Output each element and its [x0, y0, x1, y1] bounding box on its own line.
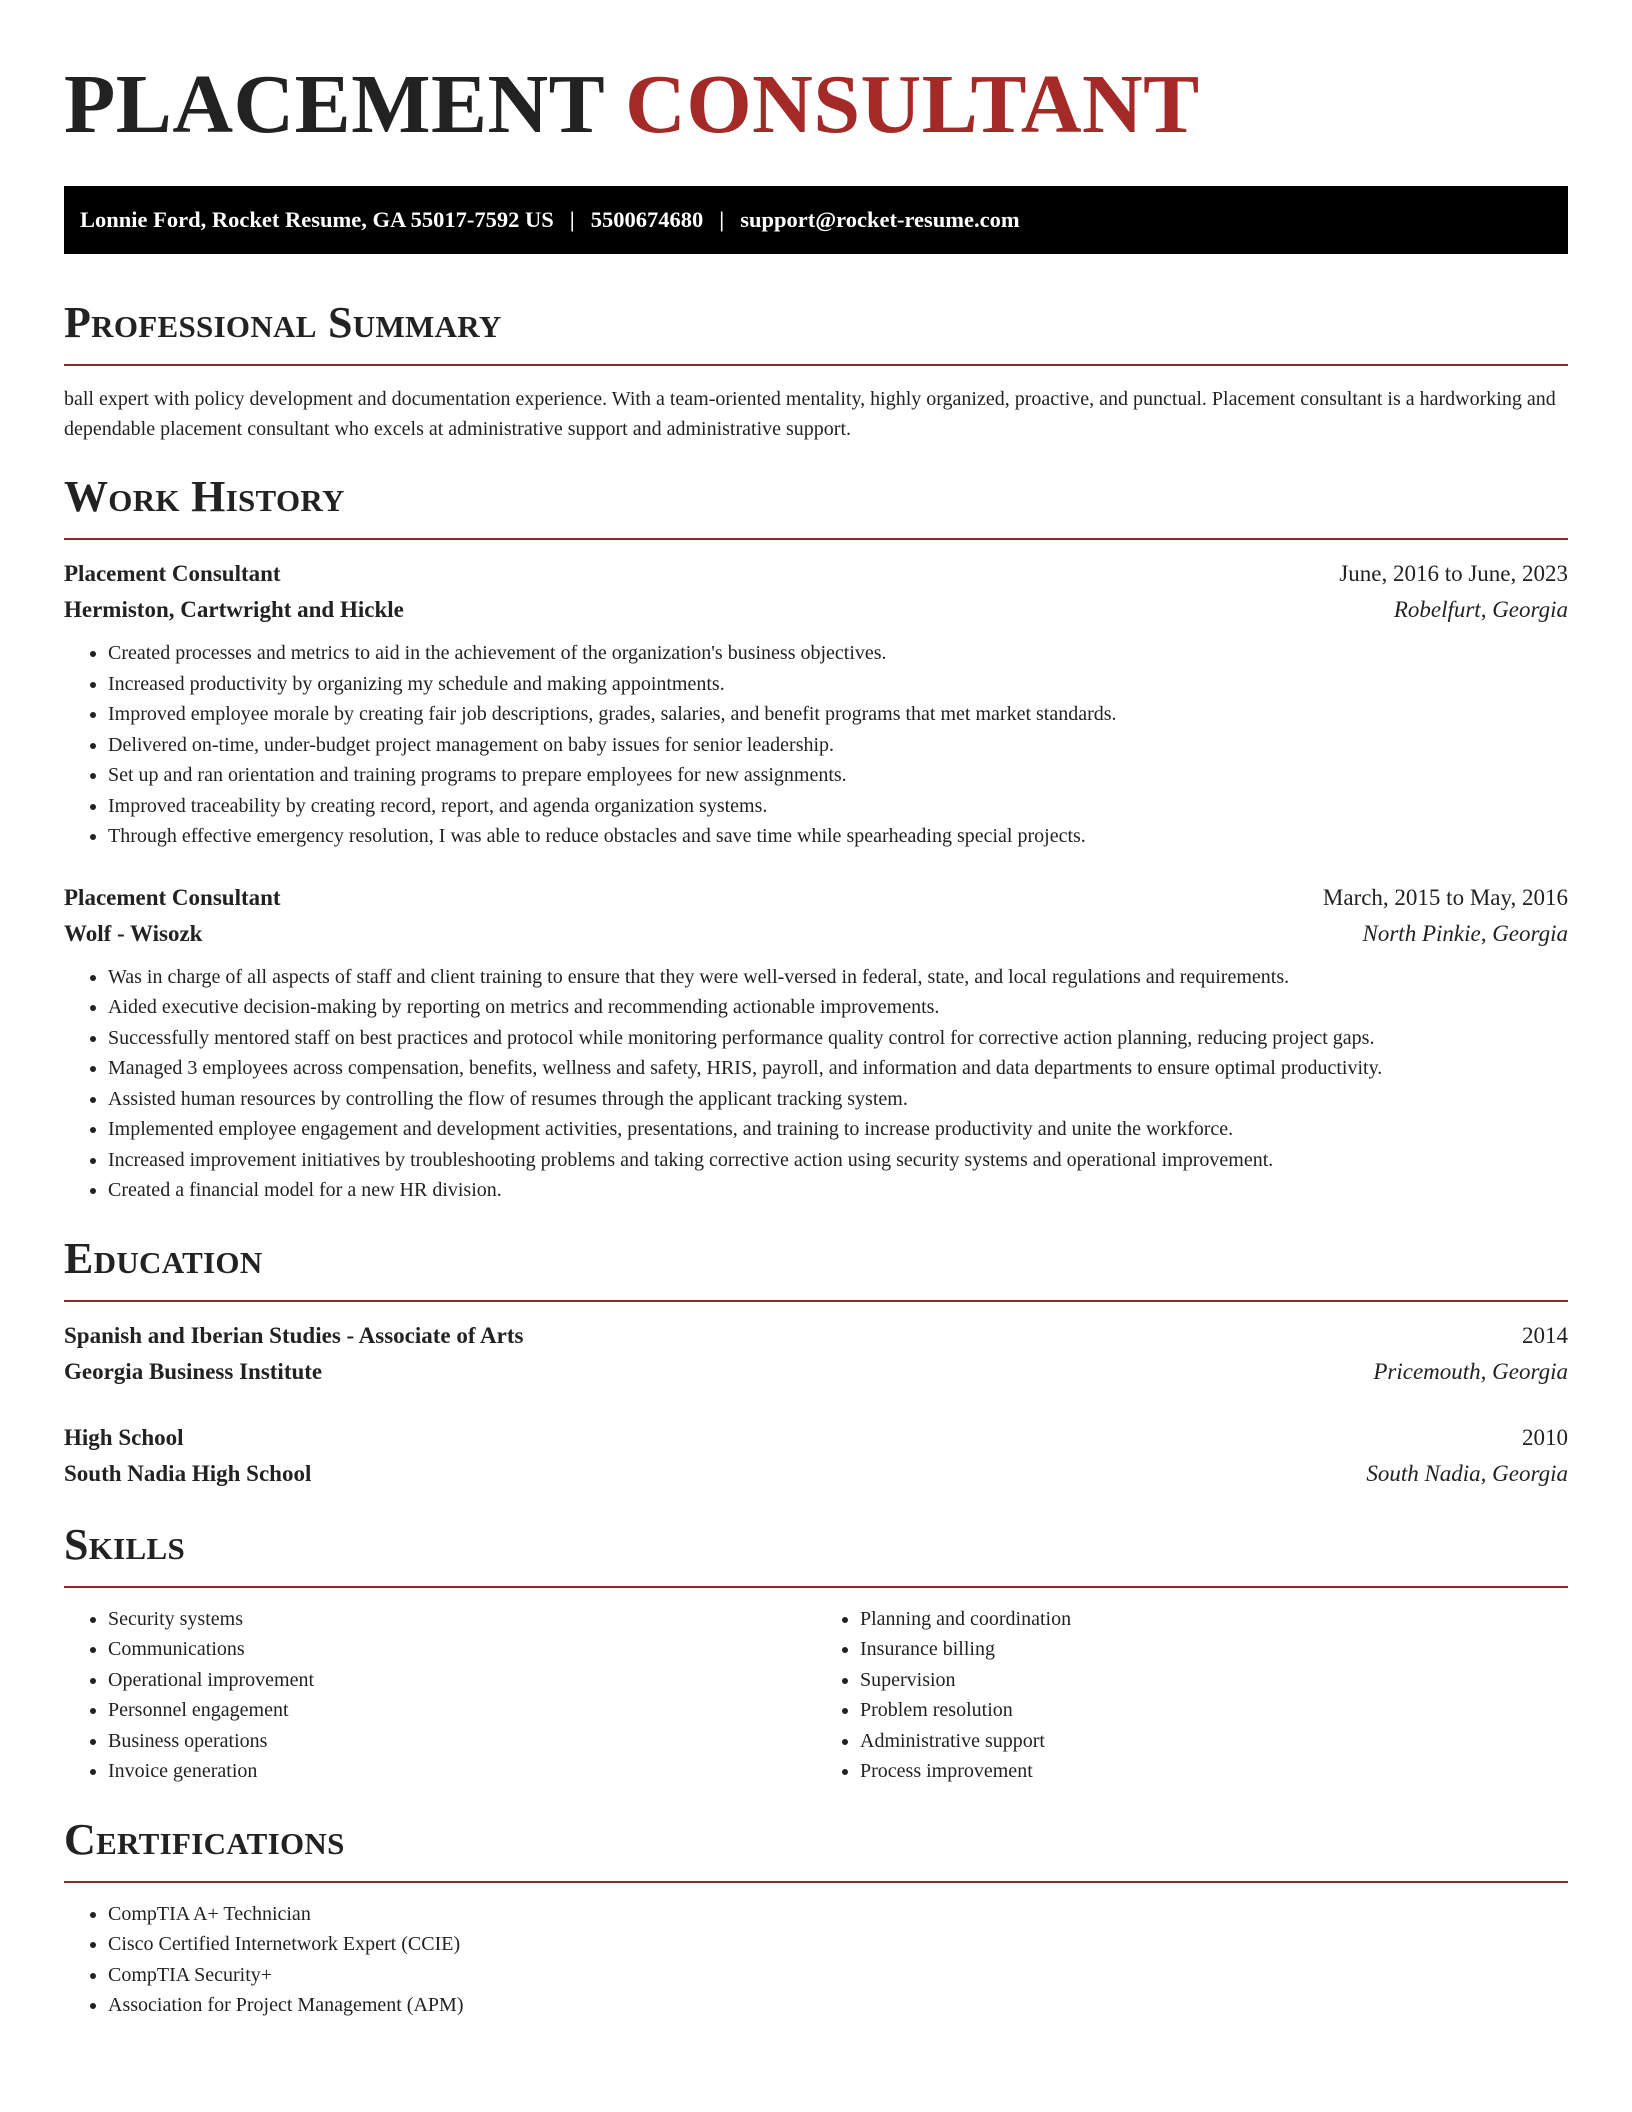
job-dates: June, 2016 to June, 2023	[1339, 561, 1568, 586]
job-title: Placement Consultant	[64, 884, 281, 910]
education-degree: High School	[64, 1424, 184, 1450]
list-item: • Supervision	[860, 1665, 1568, 1696]
education-degree: Spanish and Iberian Studies - Associate of Arts	[64, 1322, 524, 1348]
list-item: • Increased improvement initiatives by troubleshooting problems and taking corrective action using security systems and operational improvement.	[108, 1145, 1568, 1176]
certifications-list	[64, 1899, 1568, 2021]
list-item: • Created processes and metrics to aid in the achievement of the organization's business objectives.	[108, 638, 1568, 669]
skills-columns	[64, 1604, 1568, 1787]
list-item: • Security systems	[108, 1604, 816, 1635]
skills-column-left	[64, 1604, 816, 1787]
job-company: Hermiston, Cartwright and Hickle	[64, 597, 404, 622]
certifications-section	[64, 1815, 1568, 2021]
education-section	[64, 1234, 1568, 1492]
job-entry	[64, 556, 1568, 852]
education-school: South Nadia High School	[64, 1460, 312, 1486]
section-divider	[64, 364, 1568, 366]
list-item: • Successfully mentored staff on best practices and protocol while monitoring performance quality control for corrective action planning, reducing project gaps.	[108, 1023, 1568, 1054]
list-item: • Personnel engagement	[108, 1695, 816, 1726]
contact-email: support@rocket-resume.com	[740, 207, 1020, 232]
section-heading-summary: Professional Summary	[64, 298, 502, 347]
list-item: • Association for Project Management (APM)	[108, 1990, 1568, 2021]
list-item: • Increased productivity by organizing my schedule and making appointments.	[108, 669, 1568, 700]
list-item: • Process improvement	[860, 1756, 1568, 1787]
list-item: • Problem resolution	[860, 1695, 1568, 1726]
resume-title	[64, 0, 1568, 152]
list-item: • Was in charge of all aspects of staff and client training to ensure that they were well-versed in federal, state, and local regulations and requirements.	[108, 962, 1568, 993]
list-item: • Implemented employee engagement and development activities, presentations, and training to increase productivity and unite the workforce.	[108, 1114, 1568, 1145]
list-item: • Invoice generation	[108, 1756, 816, 1787]
title-second-word: CONSULTANT	[625, 58, 1200, 151]
list-item: • Delivered on-time, under-budget project management on baby issues for senior leadership.	[108, 730, 1568, 761]
contact-bar	[64, 186, 1568, 254]
job-bullets	[64, 962, 1568, 1206]
contact-phone: 5500674680	[590, 207, 704, 232]
education-year: 2010	[1522, 1424, 1568, 1450]
list-item: • Planning and coordination	[860, 1604, 1568, 1635]
job-company: Wolf - Wisozk	[64, 920, 203, 946]
section-heading-skills: Skills	[64, 1519, 186, 1569]
summary-section	[64, 298, 1568, 444]
job-title: Placement Consultant	[64, 561, 281, 586]
contact-address: Lonnie Ford, Rocket Resume, GA 55017-7592 US	[80, 207, 554, 232]
contact-separator: |	[719, 207, 725, 232]
education-location: Pricemouth, Georgia	[1373, 1358, 1568, 1384]
job-dates: March, 2015 to May, 2016	[1322, 884, 1568, 910]
list-item: • Created a financial model for a new HR division.	[108, 1175, 1568, 1206]
job-entry	[64, 880, 1568, 1206]
section-divider	[64, 538, 1568, 540]
list-item: • Aided executive decision-making by reporting on metrics and recommending actionable improvements.	[108, 992, 1568, 1023]
job-location: North Pinkie, Georgia	[1362, 920, 1568, 946]
summary-text: ball expert with policy development and documentation experience. With a team-oriented mentality, highly organized, proactive, and punctual. Placement consultant is a hardworking and dependable placement consultant who excels at administrative support and administrative support.	[64, 388, 1556, 440]
list-item: • Set up and ran orientation and training programs to prepare employees for new assignments.	[108, 760, 1568, 791]
section-heading-work-history: Work History	[64, 472, 345, 521]
title-first-word: PLACEMENT	[64, 58, 604, 151]
list-item: • CompTIA A+ Technician	[108, 1899, 1568, 1930]
list-item: • Improved traceability by creating record, report, and agenda organization systems.	[108, 791, 1568, 822]
skills-section	[64, 1520, 1568, 1787]
education-entry	[64, 1420, 1568, 1492]
section-divider	[64, 1300, 1568, 1302]
education-school: Georgia Business Institute	[64, 1358, 323, 1384]
list-item: • Managed 3 employees across compensation, benefits, wellness and safety, HRIS, payroll, and information and data departments to ensure optimal productivity.	[108, 1053, 1568, 1084]
job-bullets	[64, 638, 1568, 852]
work-history-section	[64, 472, 1568, 1206]
list-item: • Communications	[108, 1634, 816, 1665]
list-item: • Assisted human resources by controlling the flow of resumes through the applicant tracking system.	[108, 1084, 1568, 1115]
list-item: • Insurance billing	[860, 1634, 1568, 1665]
section-heading-certifications: Certifications	[64, 1814, 345, 1864]
list-item: • Through effective emergency resolution, I was able to reduce obstacles and save time while spearheading special projects.	[108, 821, 1568, 852]
list-item: • CompTIA Security+	[108, 1960, 1568, 1991]
section-divider	[64, 1881, 1568, 1883]
contact-separator: |	[569, 207, 575, 232]
education-entry	[64, 1318, 1568, 1390]
list-item: • Business operations	[108, 1726, 816, 1757]
list-item: • Operational improvement	[108, 1665, 816, 1696]
section-divider	[64, 1586, 1568, 1588]
list-item: • Administrative support	[860, 1726, 1568, 1757]
list-item: • Cisco Certified Internetwork Expert (CCIE)	[108, 1929, 1568, 1960]
section-heading-education: Education	[64, 1233, 263, 1283]
list-item: • Improved employee morale by creating fair job descriptions, grades, salaries, and benefit programs that met market standards.	[108, 699, 1568, 730]
skills-column-right	[816, 1604, 1568, 1787]
education-year: 2014	[1522, 1322, 1568, 1348]
job-location: Robelfurt, Georgia	[1393, 597, 1568, 622]
education-location: South Nadia, Georgia	[1366, 1460, 1568, 1486]
